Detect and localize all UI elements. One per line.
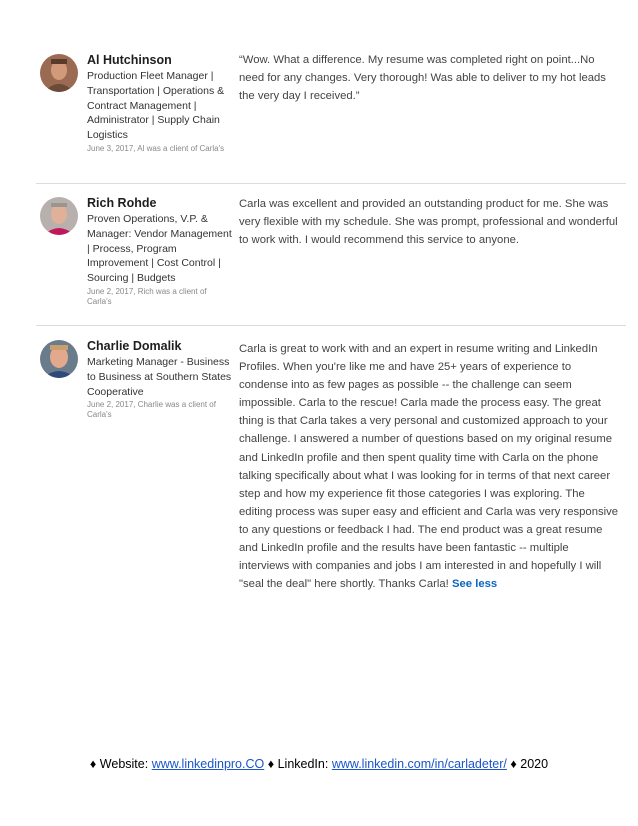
avatar[interactable] — [40, 197, 78, 235]
website-link[interactable]: www.linkedinpro.CO — [151, 757, 265, 771]
avatar[interactable] — [40, 54, 78, 92]
recommendation-text-block — [239, 340, 619, 593]
footer — [0, 757, 638, 771]
recommendation-text: Carla was excellent and provided an outstanding product for me. She was very flexible with my schedule. She was prompt, professional and wonderful to work with. I would recommend this service to anyone. — [239, 198, 618, 247]
recommender-headline: Marketing Manager - Business to Business at Southern States Cooperative — [87, 356, 232, 398]
diamond-icon: ♦ — [267, 757, 275, 771]
diamond-icon: ♦ — [510, 757, 517, 771]
footer-year: 2020 — [520, 757, 549, 771]
recommendation-meta: June 2, 2017, Charlie was a client of Carla's — [87, 400, 216, 420]
recommendation-text: “Wow. What a difference. My resume was completed right on point...No need for any changes. Very thorough! Was able to deliver to my hot leads the very day I received.” — [239, 54, 606, 103]
recommendation-meta: June 3, 2017, Al was a client of Carla's — [87, 143, 225, 153]
recommender-name[interactable]: Al Hutchinson — [87, 53, 172, 67]
diamond-icon: ♦ — [89, 757, 97, 771]
recommender-info — [87, 52, 232, 154]
website-label: Website: — [99, 757, 149, 771]
divider — [36, 183, 626, 184]
linkedin-link[interactable]: www.linkedin.com/in/carladeter/ — [331, 757, 507, 771]
linkedin-label: LinkedIn: — [277, 757, 329, 771]
recommender-name[interactable]: Charlie Domalik — [87, 339, 182, 353]
recommender-name[interactable]: Rich Rohde — [87, 196, 157, 210]
avatar[interactable] — [40, 340, 78, 378]
recommender-info — [87, 195, 232, 307]
recommendation-text: Carla is great to work with and an expert in resume writing and LinkedIn Profiles. When you're like me and have 25+ years of experience to condense into as few pages as possible -- the challenge can seem impossible. Carla to the rescue! Carla made the process easy. The great thing is that Carla takes a very personal and customized approach to your challenge. I answered a number of questions based on my original resume and LinkedIn profile and then spent quality time with Carla on the phone talking specifically about what I was looking for in terms of that next career step and how my experience fit those categories I was exploring. The editing process was super easy and efficient and Carla was very responsive to any questions or feedback I had. The end product was a great resume and LinkedIn profile and the results have been fantastic -- multiple interviews with companies and jobs I am interested in and hopefully I will "seal the deal" here shortly. Thanks Carla! — [239, 343, 619, 591]
divider — [36, 325, 626, 326]
recommender-info — [87, 338, 232, 420]
recommender-headline: Proven Operations, V.P. & Manager: Vendor Management | Process, Program Improvement | Cost Control | Sourcing | Budgets — [87, 213, 232, 285]
see-less-link[interactable]: See less — [451, 578, 498, 591]
recommendation-meta: June 2, 2017, Rich was a client of Carla's — [87, 286, 207, 306]
recommender-headline: Production Fleet Manager | Transportation | Operations & Contract Management | Administrator | Supply Chain Logistics — [87, 70, 225, 142]
